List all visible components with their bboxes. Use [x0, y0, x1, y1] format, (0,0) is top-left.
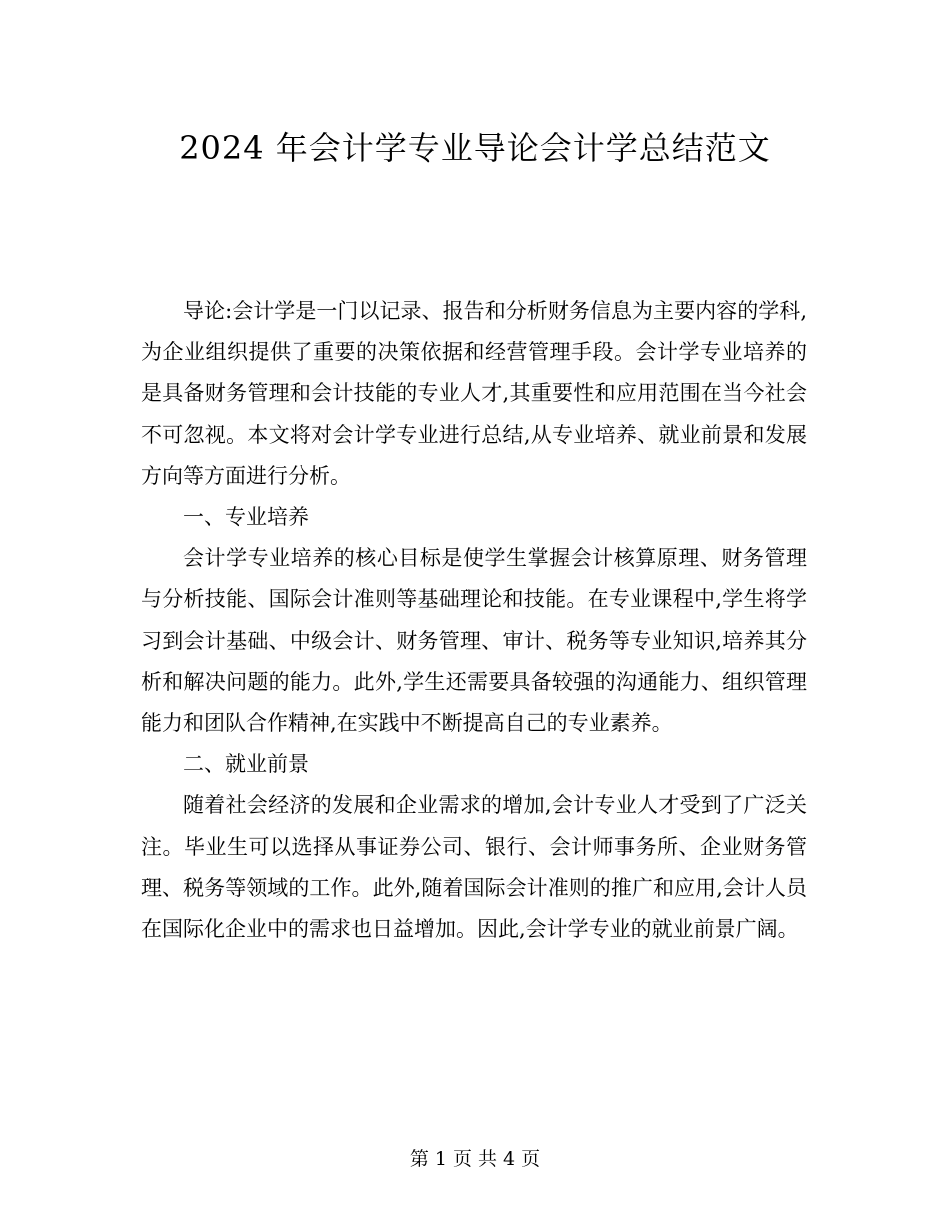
paragraph-employment: 随着社会经济的发展和企业需求的增加,会计专业人才受到了广泛关注。毕业生可以选择从事证券公司、银行、会计师事务所、企业财务管理、税务等领域的工作。此外,随着国际会计准则的推广和应用,会计人员在国际化企业中的需求也日益增加。因此,会计学专业的就业前景广阔。: [141, 793, 807, 942]
section-heading-employment: 二、就业前景: [183, 752, 309, 777]
document-body: [141, 291, 807, 950]
paragraph-introduction: 导论:会计学是一门以记录、报告和分析财务信息为主要内容的学科,为企业组织提供了重要的决策依据和经营管理手段。会计学专业培养的是具备财务管理和会计技能的专业人才,其重要性和应用范围在当今社会不可忽视。本文将对会计学专业进行总结,从专业培养、就业前景和发展方向等方面进行分析。: [141, 299, 807, 488]
document-title: 2024 年会计学专业导论会计学总结范文: [179, 129, 771, 167]
page-footer: 第 1 页 共 4 页: [409, 1148, 541, 1170]
paragraph-training: 会计学专业培养的核心目标是使学生掌握会计核算原理、财务管理与分析技能、国际会计准则等基础理论和技能。在专业课程中,学生将学习到会计基础、中级会计、财务管理、审计、税务等专业知识,培养其分析和解决问题的能力。此外,学生还需要具备较强的沟通能力、组织管理能力和团队合作精神,在实践中不断提高自己的专业素养。: [141, 546, 807, 736]
section-heading-training: 一、专业培养: [183, 505, 309, 530]
